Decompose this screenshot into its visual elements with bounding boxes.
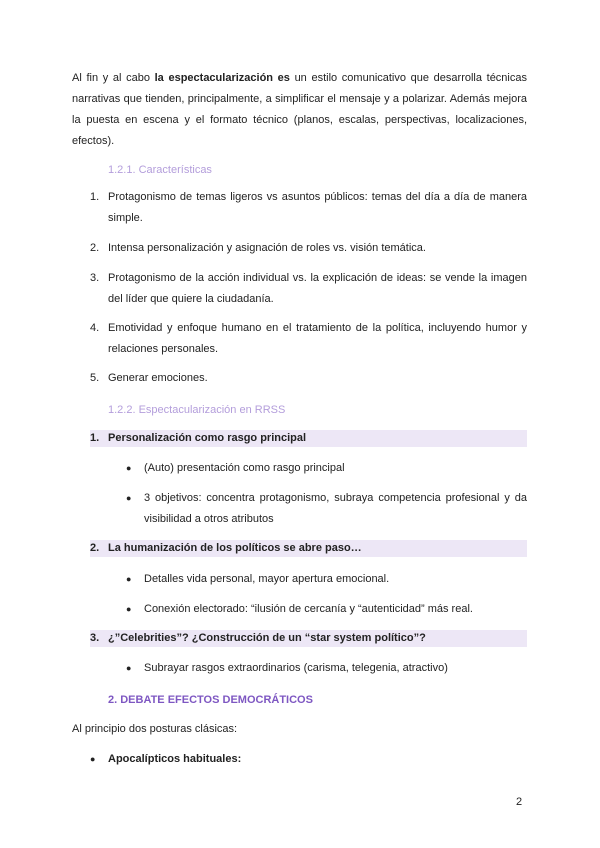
bullet-item: ● 3 objetivos: concentra protagonismo, subraya competencia profesional y da visibilidad a otros atributos	[126, 492, 527, 525]
bullet-item: ● Conexión electorado: “ilusión de cercanía y “autenticidad” más real.	[126, 603, 473, 615]
list-item: 5. Generar emociones.	[90, 372, 208, 384]
bullet-item: ● Detalles vida personal, mayor apertura emocional.	[126, 573, 390, 585]
bullet-item: ● Apocalípticos habituales:	[90, 753, 242, 765]
list-item: 1. Protagonismo de temas ligeros vs asuntos públicos: temas del día a día de manera simple.	[90, 191, 527, 224]
highlighted-group-title: 2. La humanización de los políticos se abre paso…	[90, 540, 527, 557]
list-item: 2. Intensa personalización y asignación de roles vs. visión temática.	[90, 242, 426, 254]
heading-caracteristicas: 1.2.1. Características	[108, 164, 212, 176]
highlighted-group-title: 1. Personalización como rasgo principal	[90, 430, 527, 447]
heading-debate-efectos: 2. DEBATE EFECTOS DEMOCRÁTICOS	[108, 694, 313, 706]
bullet-item: ● (Auto) presentación como rasgo principal	[126, 462, 345, 474]
list-item: 4. Emotividad y enfoque humano en el tratamiento de la política, incluyendo humor y relaciones personales.	[90, 322, 527, 355]
section-intro: Al principio dos posturas clásicas:	[72, 723, 238, 735]
bullet-item: ● Subrayar rasgos extraordinarios (carisma, telegenia, atractivo)	[126, 662, 448, 674]
highlighted-group-title: 3. ¿”Celebrities”? ¿Construcción de un “star system político”?	[90, 630, 527, 647]
heading-espectacularizacion-rrss: 1.2.2. Espectacularización en RRSS	[108, 404, 286, 416]
list-item: 3. Protagonismo de la acción individual vs. la explicación de ideas: se vende la imagen del líder que quiere la ciudadanía.	[90, 272, 527, 305]
intro-paragraph: Al fin y al cabo la espectacularización es un estilo comunicativo que desarrolla técnicas narrativas que tienden, principalmente, a simplificar el mensaje y a polarizar. Además mejora la puesta en escena y el formato técnico (planos, escalas, perspectivas, localizaciones, efectos).	[72, 72, 527, 147]
page-number: 2	[516, 796, 523, 808]
